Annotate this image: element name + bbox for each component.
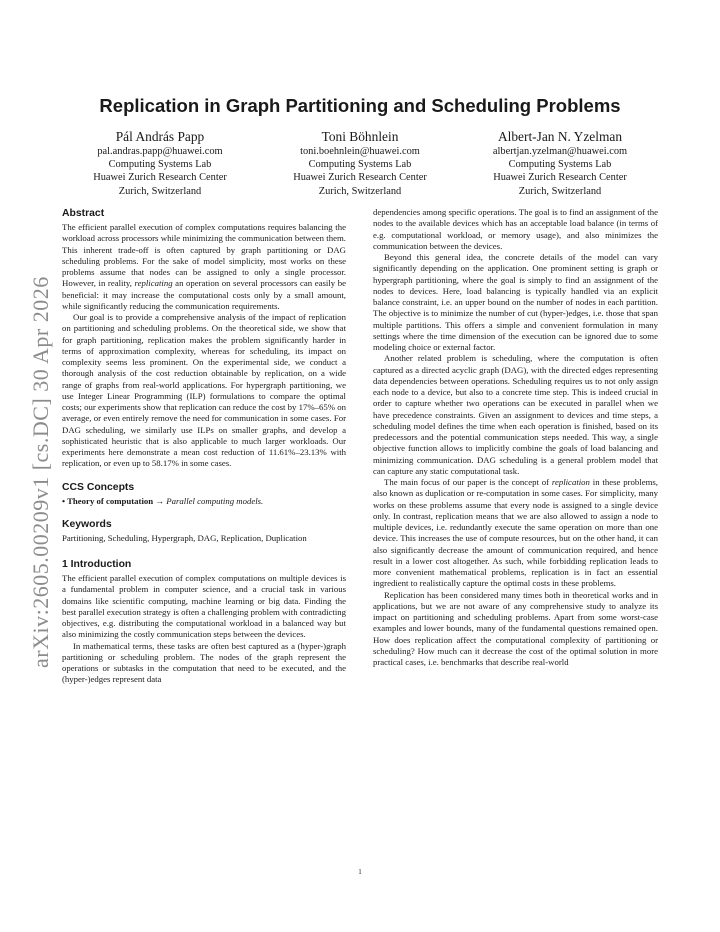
author-dept: Computing Systems Lab (508, 159, 612, 171)
author-2 (262, 128, 458, 198)
author-location: Zurich, Switzerland (118, 185, 202, 197)
author-name: Albert-Jan N. Yzelman (497, 129, 623, 144)
arxiv-identifier: arXiv:2605.00209v1 [cs.DC] 30 Apr 2026 (28, 276, 53, 668)
intro-paragraph-6: Replication has been considered many times both in theoretical works and in applications, but we are not aware of any comprehensive study to analyze its impact on partitioning and scheduling problems. Apart from some worst-case examples and lower bounds, many of the fundamental questions remained open. How does replication affect the computational complexity of partitioning or scheduling? How much can it decrease the cost of the optimal solution in more practical cases, i.e. benchmarks that describe real-world (373, 589, 658, 667)
author-name: Toni Böhnlein (321, 129, 399, 144)
author-email: toni.boehnlein@huawei.com (300, 146, 420, 157)
paper-title: Replication in Graph Partitioning and Scheduling Problems (99, 95, 621, 116)
author-email: albertjan.yzelman@huawei.com (492, 146, 628, 157)
keywords-heading: Keywords (62, 518, 112, 530)
author-org: Huawei Zurich Research Center (293, 172, 427, 184)
author-1 (62, 128, 258, 198)
intro-heading: 1 Introduction (62, 559, 132, 570)
abstract-heading: Abstract (62, 208, 105, 219)
right-column (373, 207, 658, 668)
author-block (62, 128, 658, 198)
abstract-paragraph-2: Our goal is to provide a comprehensive analysis of the impact of replication on partitioning and scheduling problems. On the theoretical side, we show that for graph partitioning, replication makes the problem significantly harder in terms of approximation complexity, whereas for scheduling, its impact on complexity seems less prominent. On the experimental side, we conduct a thorough analysis of the cost reduction obtainable by replication, on a wide range of graphs from real-world applications. For hypergraph partitioning, we use Integer Linear Programming (ILP) formulations to compare the optimal costs; our experiments show that replication can reduce the cost by 17%–65% on average, or even entirely remove the need for communication in some cases. For DAG scheduling, we similarly use ILPs on smaller graphs, and develop a sophisticated heuristic that is also applicable to much larger workloads. Our experiments here demonstrate a mean cost reduction of 11.61%–23.13% with replication, or even up to 58.17% in some cases. (62, 312, 346, 469)
author-org: Huawei Zurich Research Center (93, 172, 227, 184)
author-email: pal.andras.papp@huawei.com (97, 146, 223, 157)
intro-paragraph-2-continued: dependencies among specific operations. The goal is to find an assignment of the nodes to the available devices which has an acceptable load balance (in terms of e.g. computational workload, or memory usage), and also minimizes the communication between the devices. (373, 207, 658, 251)
ccs-heading: CCS Concepts (62, 481, 135, 493)
intro-paragraph-4: Another related problem is scheduling, where the computation is often captured as a directed acyclic graph (DAG), with the directed edges representing data dependencies between operations. Scheduling requires us to not only assign each node to a device, but also to a concrete time step. This is indeed crucial in order to capture whether two operations can be executed in parallel when we have precedence constraints. Given an assignment to devices and time steps, a scheduling model defines the time when each operation is finished, based on its predecessors and the potential communication steps needed. This way, a single objective function allows to implicitly combine the goals of load balancing and minimizing communication. DAG scheduling is a general problem model that can capture any static computational task. (373, 353, 658, 476)
author-3 (462, 128, 658, 198)
page-number: 1 (358, 868, 362, 876)
ccs-concepts: • Theory of computation → Parallel computing models. (62, 495, 264, 506)
author-location: Zurich, Switzerland (318, 185, 402, 197)
author-org: Huawei Zurich Research Center (493, 172, 627, 184)
intro-paragraph-5: The main focus of our paper is the concept of replication in these problems, also known as duplication or re-computation in some cases. For simplicity, many works on these problems assume that every node is assigned to a single device only. In contrast, replication means that we are also allowed to assign a node to multiple devices, i.e. redundantly execute the same operation on more than one device. This increases the use of compute resources, but on the other hand, it can also significantly decrease the amount of communication required, and hence result in a lower cost altogether. As such, while forbidding replication leads to more convenient mathematical problems, replication is in fact an essential ingredient to realistically capture the optimal costs in these problems. (373, 477, 658, 589)
author-name: Pál András Papp (115, 129, 205, 144)
author-dept: Computing Systems Lab (108, 159, 212, 171)
intro-paragraph-2: In mathematical terms, these tasks are often best captured as a (hyper-)graph partitioning or scheduling problem. The nodes of the graph represent the operations or subtasks in the computation that need to be executed, and the (hyper-)edges represent data (62, 640, 346, 685)
intro-paragraph-1: The efficient parallel execution of complex computations on multiple devices is a fundamental problem in computer science, and a crucial task in various domains like scientific computing, machine learning or big data. Finding the best parallel execution strategy is often a challenging problem with contradicting objectives, e.g. distributing the computational workload in a balanced way but also minimizing the costly communication steps between the devices. (62, 573, 346, 640)
abstract-paragraph-1: The efficient parallel execution of complex computations requires balancing the workload across processors while minimizing the communication between them. This inherent trade-off is often captured by graph partitioning or DAG scheduling problems. For the sake of model simplicity, most works on these problems assume that nodes can be assigned to only a single processor. However, in reality, replicating an operation on several processors can easily be beneficial: it may increase the computational costs only by a small amount, while significantly reducing the communication requirements. (62, 222, 346, 311)
keywords-text: Partitioning, Scheduling, Hypergraph, DAG, Replication, Duplication (62, 532, 307, 543)
intro-paragraph-3: Beyond this general idea, the concrete details of the model can vary significantly depending on the application. One prominent setting is graph or hypergraph partitioning, where the goal is simply to find an assignment of the nodes to devices. Here, load balancing is typically handled via an explicit balance constraint, i.e. an upper bound on the number of nodes in each partition. The objective is to minimize the number of cut (hyper-)edges, i.e. those that span multiple partitions. This offers a simple and convenient formulation in many settings where the time dimension of the execution can be ignored due to some modeling choice or external factor. (373, 252, 658, 352)
author-dept: Computing Systems Lab (308, 159, 412, 171)
author-location: Zurich, Switzerland (518, 185, 602, 197)
left-column (62, 207, 346, 686)
